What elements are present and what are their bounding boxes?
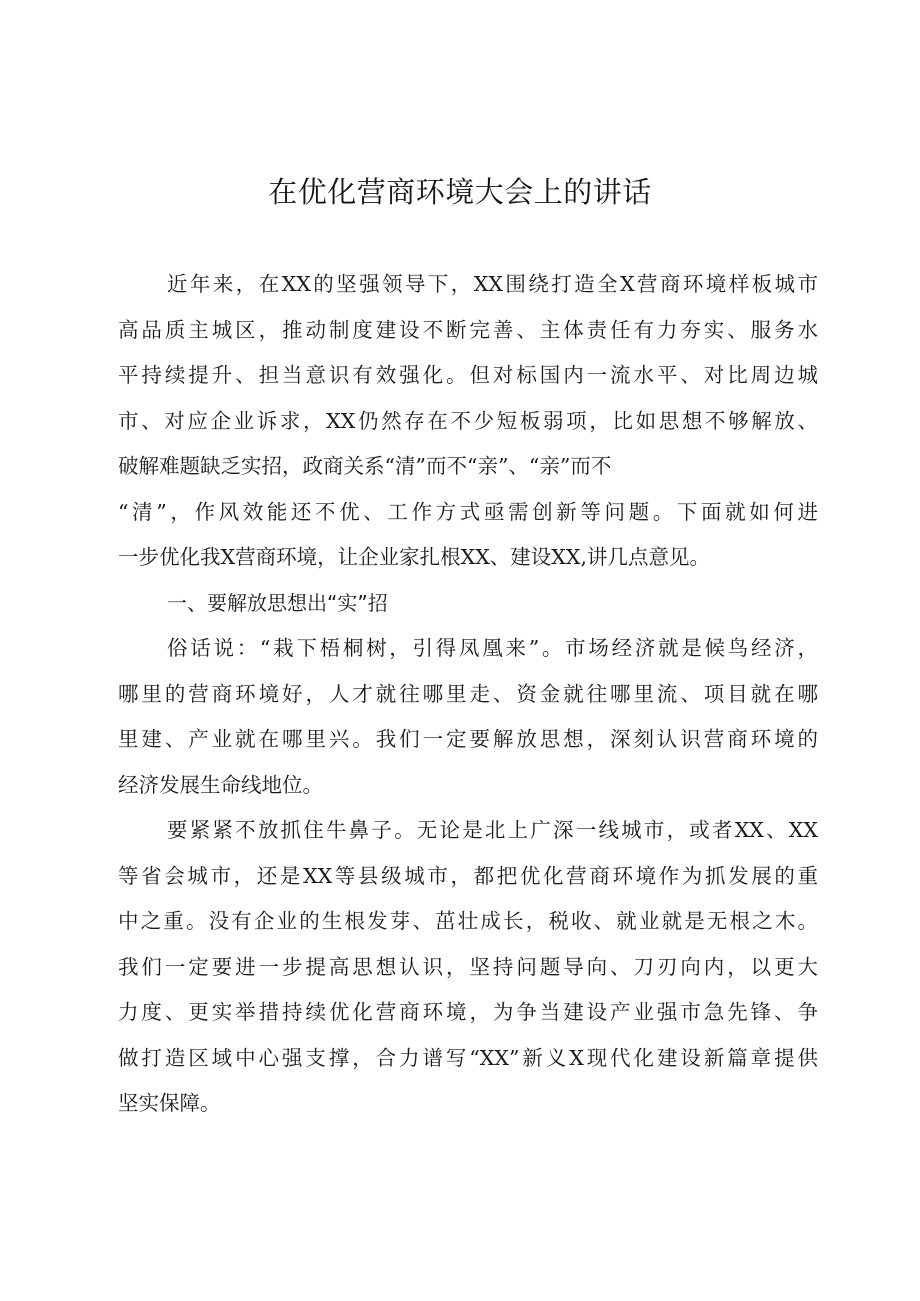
paragraph-line: 坚实保障。 (118, 1091, 221, 1115)
paragraph-line: 高品质主城区，推动制度建设不断完善、主体责任有力夯实、服务水 (118, 317, 818, 342)
section-heading: 一、要解放思想出“实”招 (167, 590, 388, 615)
paragraph-line: 平持续提升、担当意识有效强化。但对标国内一流水平、对比周边城 (118, 363, 818, 387)
paragraph-line: 经济发展生命线地位。 (118, 772, 323, 797)
paragraph-line: 一步优化我X营商环境，让企业家扎根XX、建设XX,讲几点意见。 (118, 545, 710, 569)
paragraph-line: 我们一定要进一步提高思想认识，坚持问题导向、刀刃向内，以更大 (118, 954, 818, 979)
paragraph-line: 近年来，在XX的坚强领导下，XX围绕打造全X营商环境样板城市 (167, 272, 818, 296)
paragraph-line: 哪里的营商环境好，人才就往哪里走、资金就往哪里流、项目就在哪 (118, 681, 818, 706)
paragraph-line: 破解难题缺乏实招，政商关系“清”而不“亲”、“亲”而不 (118, 454, 612, 478)
paragraph-line: 俗话说：“栽下梧桐树，引得凤凰来”。市场经济就是候鸟经济， (167, 636, 818, 660)
paragraph-line: 等省会城市，还是XX等县级城市，都把优化营商环境作为抓发展的重 (118, 863, 818, 888)
document-title: 在优化营商环境大会上的讲话 (268, 175, 652, 209)
paragraph-line: 做打造区域中心强支撑，合力谱写“XX”新义X现代化建设新篇章提供 (118, 1045, 818, 1070)
paragraph-line: “清”，作风效能还不优、工作方式亟需创新等问题。下面就如何进 (118, 499, 818, 524)
paragraph-line: 里建、产业就在哪里兴。我们一定要解放思想，深刻认识营商环境的 (118, 727, 818, 751)
paragraph-line: 市、对应企业诉求，XX仍然存在不少短板弱项，比如思想不够解放、 (118, 408, 818, 433)
paragraph-line: 中之重。没有企业的生根发芽、茁壮成长，税收、就业就是无根之木。 (118, 909, 818, 933)
paragraph-line: 力度、更实举措持续优化营商环境，为争当建设产业强市急先锋、争 (118, 1000, 818, 1024)
paragraph-line: 要紧紧不放抓住牛鼻子。无论是北上广深一线城市，或者XX、XX (167, 818, 818, 842)
document-body (118, 262, 818, 1127)
